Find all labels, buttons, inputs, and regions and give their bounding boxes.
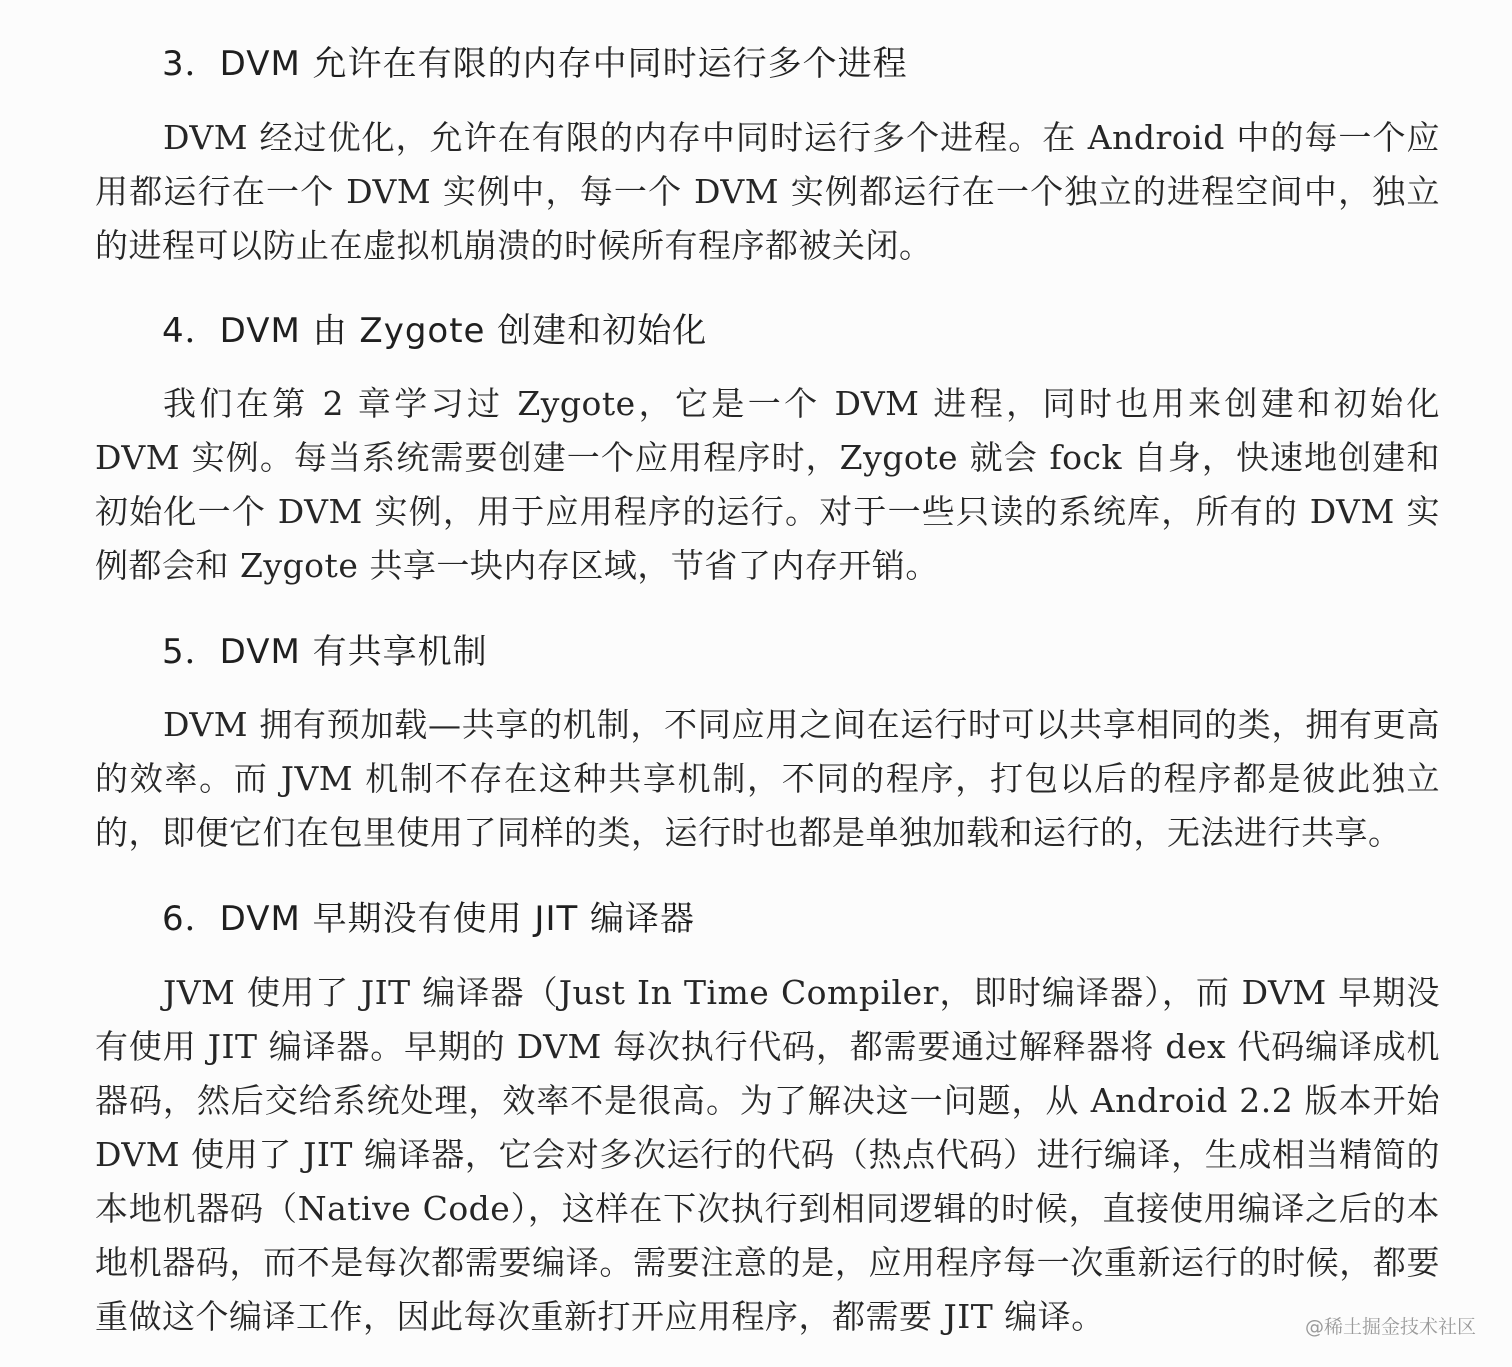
section-3-heading: 3．DVM 允许在有限的内存中同时运行多个进程: [162, 44, 908, 84]
section-4-heading: 4．DVM 由 Zygote 创建和初始化: [162, 311, 708, 351]
section-5-paragraph: DVM 拥有预加载—共享的机制，不同应用之间在运行时可以共享相同的类，拥有更高的效率。而 JVM 机制不存在这种共享机制，不同的程序，打包以后的程序都是彼此独立的，即便它们在包里使用了同样的类，运行时也都是单独加载和运行的，无法进行共享。: [95, 705, 1440, 852]
watermark-text: @稀土掘金技术社区: [1304, 1316, 1476, 1338]
section-5-heading: 5．DVM 有共享机制: [162, 632, 488, 672]
section-6-paragraph: JVM 使用了 JIT 编译器（Just In Time Compiler，即时编译器），而 DVM 早期没有使用 JIT 编译器。早期的 DVM 每次执行代码，都需要通过解释器将 dex 代码编译成机器码，然后交给系统处理，效率不是很高。为了解决这一问题，从 Android 2.2 版本开始 DVM 使用了 JIT 编译器，它会对多次运行的代码（热点代码）进行编译，生成相当精简的本地机器码（Native Code），这样在下次执行到相同逻辑的时候，直接使用编译之后的本地机器码，而不是每次都需要编译。需要注意的是，应用程序每一次重新运行的时候，都要重做这个编译工作，因此每次重新打开应用程序，都需要 JIT 编译。: [95, 973, 1440, 1336]
section-3-paragraph: DVM 经过优化，允许在有限的内存中同时运行多个进程。在 Android 中的每一个应用都运行在一个 DVM 实例中，每一个 DVM 实例都运行在一个独立的进程空间中，独立的进程可以防止在虚拟机崩溃的时候所有程序都被关闭。: [95, 118, 1440, 265]
section-6-heading: 6．DVM 早期没有使用 JIT 编译器: [162, 899, 696, 939]
section-4-paragraph: 我们在第 2 章学习过 Zygote，它是一个 DVM 进程，同时也用来创建和初始化 DVM 实例。每当系统需要创建一个应用程序时，Zygote 就会 fock 自身，快速地创建和初始化一个 DVM 实例，用于应用程序的运行。对于一些只读的系统库，所有的 DVM 实例都会和 Zygote 共享一块内存区域，节省了内存开销。: [95, 384, 1440, 585]
